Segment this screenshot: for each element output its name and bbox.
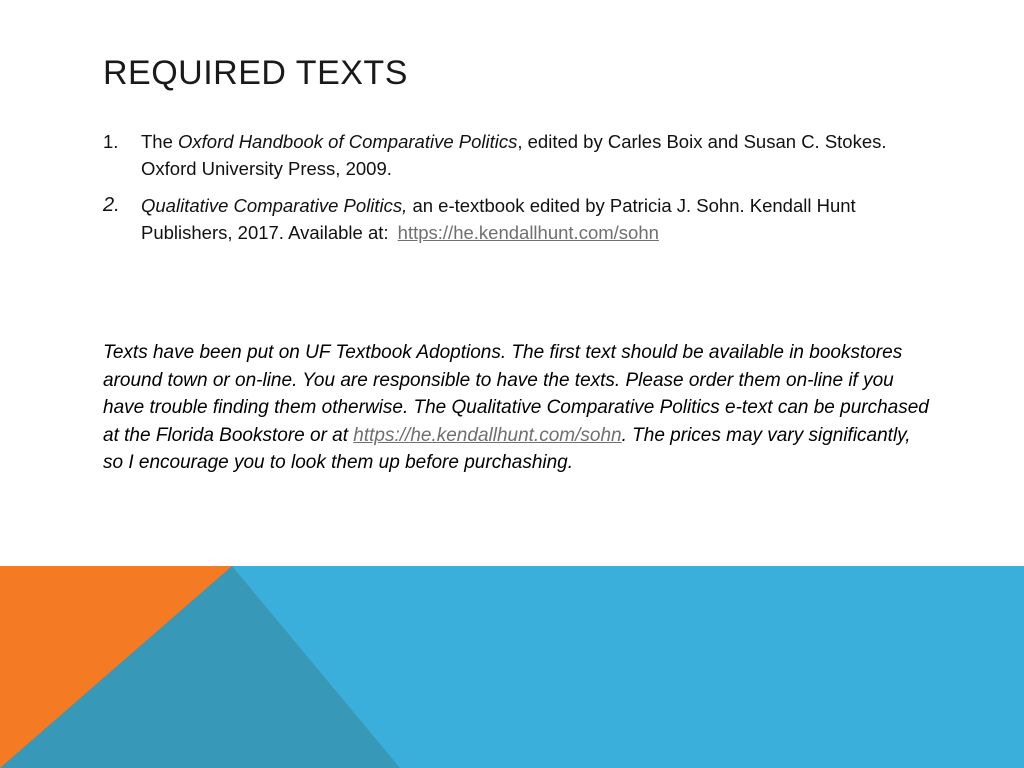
book-title: Qualitative Comparative Politics, bbox=[141, 195, 408, 216]
notice-text: Texts have been put on UF Textbook Adoptions. The first text should be available in bookstores around town or on-line. You are responsible to have the texts. Please order them on-line if you have trouble finding them otherwise. The Qualitative Comparative Politics e-text can be purchased at the Florida Bookstore or at bbox=[103, 342, 929, 446]
book-details: an e-textbook edited by Patricia J. Sohn. Kendall Hunt Publishers, 2017. Available at: bbox=[141, 195, 856, 243]
list-item-number: 2. bbox=[103, 194, 120, 216]
book-details: , edited by Carles Boix and Susan C. Stokes. Oxford University Press, 2009. bbox=[141, 131, 887, 179]
notice-text-end: . The prices may vary significantly, so I encourage you to look them up before purchashing. bbox=[103, 424, 911, 473]
required-texts-list bbox=[103, 128, 933, 256]
footer-decoration bbox=[0, 566, 1024, 768]
slide-title: REQUIRED TEXTS bbox=[103, 54, 408, 92]
list-item bbox=[103, 128, 933, 182]
kendallhunt-link[interactable]: https://he.kendallhunt.com/sohn bbox=[397, 222, 659, 243]
list-item bbox=[103, 192, 933, 246]
textbook-notice bbox=[103, 339, 933, 477]
list-item-prefix: The bbox=[141, 131, 179, 152]
book-title: Oxford Handbook of Comparative Politics bbox=[178, 131, 518, 152]
list-item-number: 1. bbox=[103, 131, 119, 152]
notice-kendallhunt-link[interactable]: https://he.kendallhunt.com/sohn bbox=[353, 424, 622, 446]
